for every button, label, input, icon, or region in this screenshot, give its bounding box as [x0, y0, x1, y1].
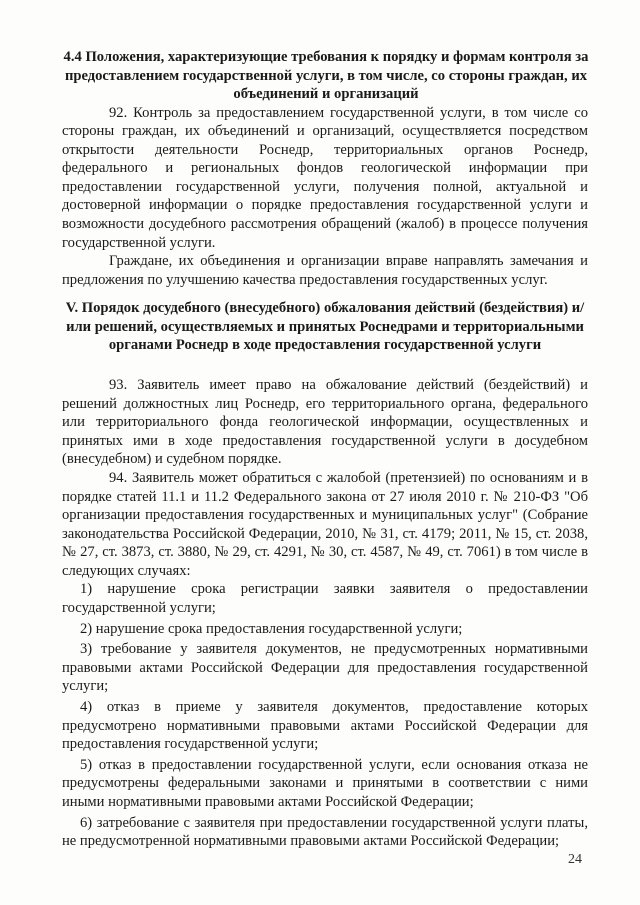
page-number: 24 [568, 852, 582, 867]
list-item-5: 5) отказ в предоставлении государственной услуги, если основания отказа не предусмотрены федеральными законами и принятыми в соответствии с ними иными нормативными правовыми актами Российской Федерации; [62, 756, 588, 810]
paragraph-citizens: Граждане, их объединения и организации вправе направлять замечания и предложения по улучшению качества предоставления государственных услуг. [62, 253, 588, 288]
list-item-3: 3) требование у заявителя документов, не предусмотренных нормативными правовыми актами Российской Федерации для предоставления государственной услуги; [62, 641, 588, 695]
section-4-4-heading: 4.4 Положения, характеризующие требования к порядку и формам контроля за предоставлением государственной услуги, в том числе, со стороны граждан, их объединений и организаций [63, 49, 589, 102]
section-5-heading: V. Порядок досудебного (внесудебного) обжалования действий (бездействия) и/или решений, осуществляемых и принятых Роснедрами и территориальными органами Роснедр в ходе предоставления государственной услуги [65, 300, 585, 354]
page-content [62, 48, 588, 851]
paragraph-94: 94. Заявитель может обратиться с жалобой (претензией) по основаниям и в порядке статей 11.1 и 11.2 Федерального закона от 27 июля 2010 г. № 210-ФЗ "Об организации предоставления государственных и муниципальных услуг" (Собрание законодательства Российской Федерации, 2010, № 31, ст. 4179; 2011, № 15, ст. 2038, № 27, ст. 3873, ст. 3880, № 29, ст. 4291, № 30, ст. 4587, № 49, ст. 7061) в том числе в следующих случаях: [62, 469, 588, 579]
paragraph-93: 93. Заявитель имеет право на обжалование действий (бездействий) и решений должностных лиц Роснедр, его территориального органа, федерального или территориального фонда геологической информации, осуществленных и принятых ими в ходе предоставления государственной услуги в досудебном (внесудебном) и судебном порядке. [62, 376, 588, 468]
list-item-6: 6) затребование с заявителя при предоставлении государственной услуги платы, не предусмотренной нормативными правовыми актами Российской Федерации; [62, 814, 588, 850]
paragraph-92: 92. Контроль за предоставлением государственной услуги, в том числе со стороны граждан, их объединений и организаций, осуществляется посредством открытости деятельности Роснедр, территориальных органов Роснедр, федерального и региональных фондов геологической информации при предоставлении государственной услуги, получения полной, актуальной и достоверной информации о порядке предоставления государственной услуги и возможности досудебного рассмотрения обращений (жалоб) в процессе получения государственной услуги. [62, 104, 588, 251]
list-item-4: 4) отказ в приеме у заявителя документов, предоставление которых предусмотрено нормативными правовыми актами Российской Федерации для предоставления государственной услуги; [62, 699, 588, 753]
list-item-1: 1) нарушение срока регистрации заявки заявителя о предоставлении государственной услуги; [62, 581, 588, 617]
list-item-2: 2) нарушение срока предоставления государственной услуги; [80, 620, 463, 637]
